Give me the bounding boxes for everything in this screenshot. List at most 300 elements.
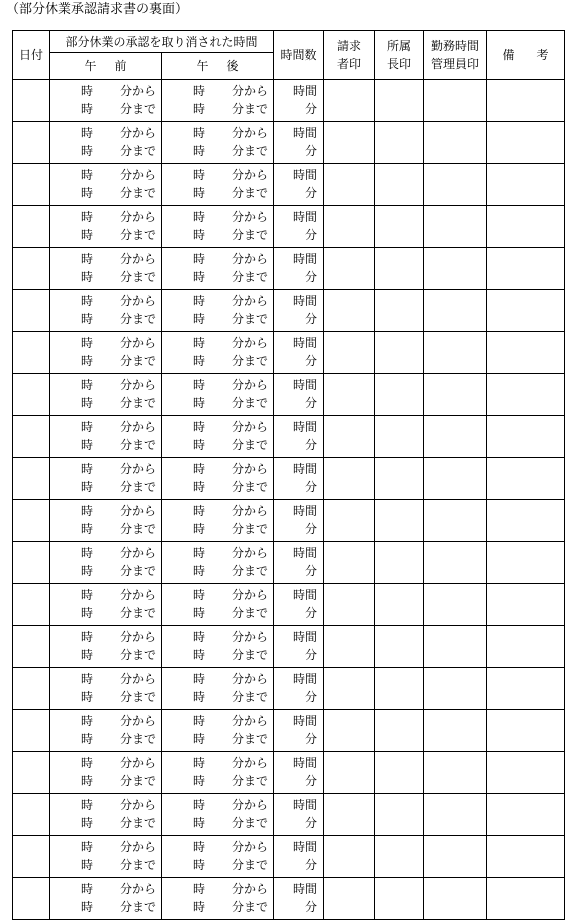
label-hours-unit: 時間 [292,798,317,812]
label-hour: 時 [193,648,206,662]
pm-time-cell[interactable] [162,500,274,542]
label-hour: 時 [193,438,206,452]
am-time-cell[interactable] [50,542,162,584]
date-cell[interactable] [13,500,50,542]
label-hours-unit: 時間 [292,882,317,896]
label-hour: 時 [81,756,94,770]
hours-cell[interactable] [274,416,324,458]
label-minutes-from: 分から [232,798,269,812]
label-hour: 時 [193,900,206,914]
dept-head-seal-cell[interactable] [375,458,424,500]
label-hour: 時 [81,294,94,308]
label-hour: 時 [81,210,94,224]
label-minutes-from: 分から [120,126,157,140]
header-attendance-seal-line1: 勤務時間 [430,39,479,53]
label-minutes-from: 分から [120,252,157,266]
date-cell[interactable] [13,122,50,164]
label-hours-unit: 時間 [292,756,317,770]
label-hours-unit: 時間 [292,588,317,602]
label-hour: 時 [81,672,94,686]
label-hour: 時 [193,690,206,704]
label-hour: 時 [193,522,206,536]
label-minutes-until: 分まで [232,774,269,788]
label-hours-unit: 時間 [292,630,317,644]
remarks-cell[interactable] [487,374,565,416]
table-row [13,290,565,332]
am-time-cell[interactable] [50,500,162,542]
label-hour: 時 [81,270,94,284]
dept-head-seal-cell[interactable] [375,206,424,248]
label-hours-unit: 時間 [292,420,317,434]
attendance-seal-cell[interactable] [424,458,487,500]
hours-cell[interactable] [274,710,324,752]
label-minutes-until: 分まで [232,228,269,242]
label-hours-unit: 時間 [292,252,317,266]
table-row [13,80,565,122]
dept-head-seal-cell[interactable] [375,542,424,584]
label-hour: 時 [81,840,94,854]
pm-time-cell[interactable] [162,332,274,374]
pm-time-cell[interactable] [162,122,274,164]
requester-seal-cell[interactable] [324,752,375,794]
attendance-seal-cell[interactable] [424,122,487,164]
remarks-cell[interactable] [487,458,565,500]
requester-seal-cell[interactable] [324,626,375,668]
label-minutes-from: 分から [120,84,157,98]
label-minutes-until: 分まで [232,690,269,704]
label-minutes-until: 分まで [232,732,269,746]
requester-seal-cell[interactable] [324,248,375,290]
remarks-cell[interactable] [487,794,565,836]
label-hour: 時 [81,900,94,914]
pm-time-cell[interactable] [162,542,274,584]
pm-time-cell[interactable] [162,416,274,458]
label-minutes-until: 分まで [232,816,269,830]
dept-head-seal-cell[interactable] [375,626,424,668]
attendance-seal-cell[interactable] [424,836,487,878]
remarks-cell[interactable] [487,206,565,248]
requester-seal-cell[interactable] [324,878,375,920]
attendance-seal-cell[interactable] [424,332,487,374]
label-minutes-unit: 分 [304,186,317,200]
label-minutes-until: 分まで [232,564,269,578]
dept-head-seal-cell[interactable] [375,80,424,122]
dept-head-seal-cell[interactable] [375,122,424,164]
requester-seal-cell[interactable] [324,122,375,164]
label-minutes-unit: 分 [304,480,317,494]
remarks-cell[interactable] [487,668,565,710]
label-minutes-unit: 分 [304,816,317,830]
attendance-seal-cell[interactable] [424,878,487,920]
remarks-cell[interactable] [487,542,565,584]
label-hours-unit: 時間 [292,84,317,98]
am-time-cell[interactable] [50,794,162,836]
pm-time-cell[interactable] [162,668,274,710]
am-time-cell[interactable] [50,122,162,164]
table-row [13,542,565,584]
remarks-cell[interactable] [487,164,565,206]
label-hour: 時 [81,816,94,830]
pm-time-cell[interactable] [162,290,274,332]
pm-time-cell[interactable] [162,206,274,248]
label-minutes-unit: 分 [304,564,317,578]
table-row [13,122,565,164]
label-minutes-from: 分から [232,294,269,308]
label-minutes-from: 分から [120,420,157,434]
label-hour: 時 [193,396,206,410]
label-minutes-unit: 分 [304,270,317,284]
label-hour: 時 [193,774,206,788]
am-time-cell[interactable] [50,752,162,794]
record-rows [13,80,565,920]
label-hour: 時 [193,126,206,140]
label-minutes-from: 分から [120,630,157,644]
label-minutes-until: 分まで [232,438,269,452]
label-hour: 時 [193,630,206,644]
label-minutes-from: 分から [232,420,269,434]
date-cell[interactable] [13,542,50,584]
label-hour: 時 [81,396,94,410]
date-cell[interactable] [13,584,50,626]
label-hour: 時 [81,126,94,140]
label-hours-unit: 時間 [292,168,317,182]
table-row [13,668,565,710]
requester-seal-cell[interactable] [324,290,375,332]
label-minutes-until: 分まで [120,732,157,746]
dept-head-seal-cell[interactable] [375,752,424,794]
pm-time-cell[interactable] [162,458,274,500]
requester-seal-cell[interactable] [324,374,375,416]
header-pm-char2: 後 [226,59,239,73]
date-cell[interactable] [13,374,50,416]
remarks-cell[interactable] [487,626,565,668]
label-minutes-until: 分まで [232,312,269,326]
label-minutes-until: 分まで [120,816,157,830]
hours-cell[interactable] [274,668,324,710]
remarks-cell[interactable] [487,752,565,794]
label-hour: 時 [81,228,94,242]
label-hours-unit: 時間 [292,378,317,392]
label-hour: 時 [81,882,94,896]
hours-cell[interactable] [274,794,324,836]
am-time-cell[interactable] [50,206,162,248]
header-requester-seal-line2: 者印 [336,57,361,71]
dept-head-seal-cell[interactable] [375,668,424,710]
label-minutes-until: 分まで [120,690,157,704]
pm-time-cell[interactable] [162,164,274,206]
pm-time-cell[interactable] [162,80,274,122]
remarks-cell[interactable] [487,290,565,332]
label-minutes-from: 分から [120,336,157,350]
attendance-seal-cell[interactable] [424,542,487,584]
hours-cell[interactable] [274,626,324,668]
pm-time-cell[interactable] [162,878,274,920]
label-minutes-from: 分から [120,294,157,308]
label-hour: 時 [193,144,206,158]
requester-seal-cell[interactable] [324,836,375,878]
pm-time-cell[interactable] [162,794,274,836]
hours-cell[interactable] [274,542,324,584]
dept-head-seal-cell[interactable] [375,164,424,206]
label-hour: 時 [193,336,206,350]
label-minutes-until: 分まで [120,102,157,116]
label-minutes-from: 分から [232,462,269,476]
table-row [13,836,565,878]
pm-time-cell[interactable] [162,710,274,752]
header-requester-seal [324,31,375,80]
dept-head-seal-cell[interactable] [375,584,424,626]
remarks-cell[interactable] [487,80,565,122]
label-hours-unit: 時間 [292,672,317,686]
header-hours: 時間数 [274,31,324,80]
dept-head-seal-cell[interactable] [375,836,424,878]
date-cell[interactable] [13,80,50,122]
label-hour: 時 [81,144,94,158]
pm-time-cell[interactable] [162,626,274,668]
attendance-seal-cell[interactable] [424,584,487,626]
label-hour: 時 [81,648,94,662]
am-time-cell[interactable] [50,626,162,668]
am-time-cell[interactable] [50,332,162,374]
attendance-seal-cell[interactable] [424,290,487,332]
remarks-cell[interactable] [487,122,565,164]
am-time-cell[interactable] [50,710,162,752]
am-time-cell[interactable] [50,878,162,920]
am-time-cell[interactable] [50,248,162,290]
label-minutes-from: 分から [120,546,157,560]
label-hours-unit: 時間 [292,840,317,854]
attendance-seal-cell[interactable] [424,164,487,206]
am-time-cell[interactable] [50,416,162,458]
dept-head-seal-cell[interactable] [375,374,424,416]
label-minutes-until: 分まで [120,354,157,368]
am-time-cell[interactable] [50,374,162,416]
table-row [13,206,565,248]
attendance-seal-cell[interactable] [424,416,487,458]
date-cell[interactable] [13,332,50,374]
hours-cell[interactable] [274,878,324,920]
hours-cell[interactable] [274,500,324,542]
pm-time-cell[interactable] [162,248,274,290]
remarks-cell[interactable] [487,584,565,626]
label-hour: 時 [81,84,94,98]
pm-time-cell[interactable] [162,584,274,626]
label-minutes-until: 分まで [232,480,269,494]
attendance-seal-cell[interactable] [424,626,487,668]
date-cell[interactable] [13,290,50,332]
remarks-cell[interactable] [487,416,565,458]
label-hour: 時 [193,672,206,686]
remarks-cell[interactable] [487,248,565,290]
label-hour: 時 [193,354,206,368]
date-cell[interactable] [13,668,50,710]
date-cell[interactable] [13,248,50,290]
label-hour: 時 [81,774,94,788]
label-minutes-until: 分まで [232,900,269,914]
hours-cell[interactable] [274,836,324,878]
hours-cell[interactable] [274,332,324,374]
label-hour: 時 [193,378,206,392]
label-minutes-until: 分まで [232,102,269,116]
remarks-cell[interactable] [487,836,565,878]
label-hour: 時 [81,186,94,200]
label-minutes-from: 分から [120,210,157,224]
requester-seal-cell[interactable] [324,584,375,626]
remarks-cell[interactable] [487,710,565,752]
date-cell[interactable] [13,164,50,206]
label-hour: 時 [193,732,206,746]
dept-head-seal-cell[interactable] [375,794,424,836]
am-time-cell[interactable] [50,290,162,332]
date-cell[interactable] [13,416,50,458]
label-minutes-from: 分から [232,882,269,896]
label-minutes-until: 分まで [120,564,157,578]
dept-head-seal-cell[interactable] [375,878,424,920]
dept-head-seal-cell[interactable] [375,500,424,542]
attendance-seal-cell[interactable] [424,206,487,248]
label-minutes-from: 分から [120,798,157,812]
label-minutes-until: 分まで [232,270,269,284]
remarks-cell[interactable] [487,878,565,920]
dept-head-seal-cell[interactable] [375,416,424,458]
label-minutes-unit: 分 [304,396,317,410]
am-time-cell[interactable] [50,584,162,626]
hours-cell[interactable] [274,374,324,416]
requester-seal-cell[interactable] [324,710,375,752]
date-cell[interactable] [13,878,50,920]
requester-seal-cell[interactable] [324,206,375,248]
label-minutes-until: 分まで [120,144,157,158]
requester-seal-cell[interactable] [324,80,375,122]
label-minutes-unit: 分 [304,102,317,116]
date-cell[interactable] [13,836,50,878]
hours-cell[interactable] [274,164,324,206]
header-am-char1: 午 [84,59,97,73]
label-minutes-until: 分まで [120,606,157,620]
header-remarks-char1: 備 [502,48,515,62]
hours-cell[interactable] [274,752,324,794]
label-hour: 時 [193,504,206,518]
label-minutes-unit: 分 [304,774,317,788]
hours-cell[interactable] [274,458,324,500]
date-cell[interactable] [13,626,50,668]
date-cell[interactable] [13,794,50,836]
attendance-seal-cell[interactable] [424,248,487,290]
requester-seal-cell[interactable] [324,668,375,710]
header-am-char2: 前 [114,59,127,73]
attendance-seal-cell[interactable] [424,710,487,752]
label-minutes-from: 分から [120,882,157,896]
cancellation-record-table [12,30,565,920]
label-hour: 時 [81,168,94,182]
date-cell[interactable] [13,752,50,794]
am-time-cell[interactable] [50,458,162,500]
table-row [13,164,565,206]
remarks-cell[interactable] [487,500,565,542]
label-minutes-until: 分まで [120,228,157,242]
hours-cell[interactable] [274,584,324,626]
attendance-seal-cell[interactable] [424,668,487,710]
label-minutes-from: 分から [120,756,157,770]
pm-time-cell[interactable] [162,752,274,794]
table-row [13,332,565,374]
attendance-seal-cell[interactable] [424,374,487,416]
table-row [13,374,565,416]
requester-seal-cell[interactable] [324,332,375,374]
am-time-cell[interactable] [50,836,162,878]
requester-seal-cell[interactable] [324,542,375,584]
label-minutes-until: 分まで [120,774,157,788]
page-title: （部分休業承認請求書の裏面） [6,2,189,17]
attendance-seal-cell[interactable] [424,794,487,836]
am-time-cell[interactable] [50,164,162,206]
label-minutes-from: 分から [232,126,269,140]
label-hour: 時 [81,504,94,518]
attendance-seal-cell[interactable] [424,752,487,794]
label-minutes-from: 分から [232,252,269,266]
attendance-seal-cell[interactable] [424,80,487,122]
label-hour: 時 [193,294,206,308]
requester-seal-cell[interactable] [324,458,375,500]
requester-seal-cell[interactable] [324,500,375,542]
label-hour: 時 [81,354,94,368]
label-minutes-unit: 分 [304,900,317,914]
label-hours-unit: 時間 [292,210,317,224]
label-minutes-from: 分から [120,168,157,182]
remarks-cell[interactable] [487,332,565,374]
header-cancelled-time: 部分休業の承認を取り消された時間 [50,31,274,53]
label-hour: 時 [81,480,94,494]
label-hours-unit: 時間 [292,462,317,476]
am-time-cell[interactable] [50,668,162,710]
dept-head-seal-cell[interactable] [375,710,424,752]
label-hours-unit: 時間 [292,714,317,728]
label-hours-unit: 時間 [292,336,317,350]
label-hour: 時 [193,168,206,182]
date-cell[interactable] [13,458,50,500]
attendance-seal-cell[interactable] [424,500,487,542]
label-minutes-from: 分から [120,462,157,476]
label-minutes-unit: 分 [304,858,317,872]
label-hour: 時 [193,228,206,242]
requester-seal-cell[interactable] [324,164,375,206]
label-hour: 時 [193,798,206,812]
requester-seal-cell[interactable] [324,416,375,458]
label-hour: 時 [193,420,206,434]
label-minutes-unit: 分 [304,144,317,158]
label-hour: 時 [81,588,94,602]
dept-head-seal-cell[interactable] [375,332,424,374]
date-cell[interactable] [13,206,50,248]
date-cell[interactable] [13,710,50,752]
hours-cell[interactable] [274,290,324,332]
requester-seal-cell[interactable] [324,794,375,836]
hours-cell[interactable] [274,248,324,290]
hours-cell[interactable] [274,206,324,248]
pm-time-cell[interactable] [162,836,274,878]
dept-head-seal-cell[interactable] [375,290,424,332]
label-minutes-until: 分まで [120,438,157,452]
hours-cell[interactable] [274,122,324,164]
pm-time-cell[interactable] [162,374,274,416]
label-hour: 時 [81,714,94,728]
hours-cell[interactable] [274,80,324,122]
label-minutes-from: 分から [232,840,269,854]
am-time-cell[interactable] [50,80,162,122]
label-hour: 時 [193,840,206,854]
dept-head-seal-cell[interactable] [375,248,424,290]
label-hour: 時 [81,858,94,872]
